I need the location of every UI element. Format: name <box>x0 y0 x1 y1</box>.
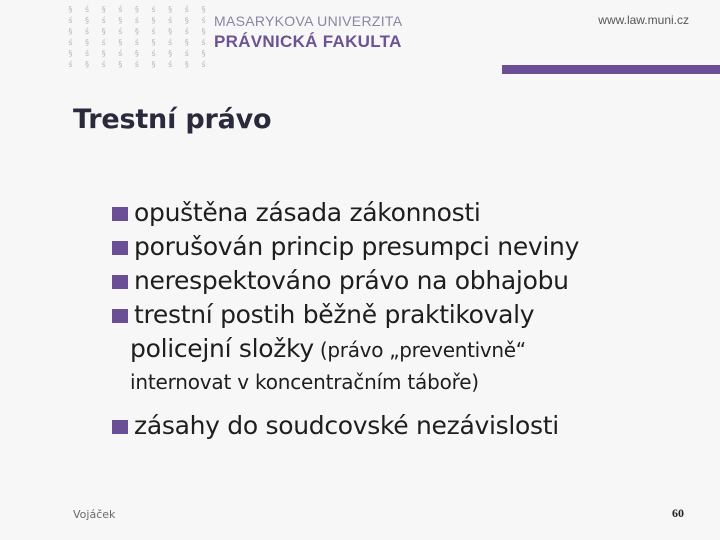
bullet-item <box>112 298 702 332</box>
bullet-marker-icon <box>112 420 128 434</box>
faculty-name: PRÁVNICKÁ FAKULTA <box>214 32 402 51</box>
bullet-continuation-main: policejní složky <box>130 334 314 363</box>
bullet-text: porušován princip presumpci neviny <box>134 232 580 261</box>
university-logo-pattern: § ś § ś § ś § ś § ś § ś § ś § ś § ś § ś § ś § ś § ś § ś § ś § ś § ś § ś § ś § ś § ś § ś § ś § ś § ś § ś § ś <box>68 5 210 69</box>
bullet-continuation-line: internovat v koncentračním táboře) <box>130 370 479 394</box>
footer-author: Vojáček <box>73 508 116 521</box>
bullet-marker-icon <box>112 207 128 221</box>
bullet-continuation <box>112 332 702 367</box>
bullet-marker-icon <box>112 275 128 289</box>
page-number: 60 <box>672 506 684 520</box>
bullet-continuation-note: (právo „preventivně“ <box>313 338 526 362</box>
bullet-text: trestní postih běžně praktikovaly <box>134 300 535 329</box>
header-accent-bar <box>502 65 720 74</box>
bullet-text: opuštěna zásada zákonnosti <box>134 198 481 227</box>
bullet-text: zásahy do soudcovské nezávislosti <box>134 411 559 440</box>
bullet-marker-icon <box>112 241 128 255</box>
bullet-text: nerespektováno právo na obhajobu <box>134 266 569 295</box>
bullet-list <box>112 196 702 443</box>
bullet-item <box>112 196 702 230</box>
website-url[interactable]: www.law.muni.cz <box>598 13 689 27</box>
bullet-item <box>112 264 702 298</box>
bullet-marker-icon <box>112 309 128 323</box>
bullet-item <box>112 230 702 264</box>
university-name: MASARYKOVA UNIVERZITA <box>214 13 403 29</box>
slide-title: Trestní právo <box>73 104 272 135</box>
bullet-item <box>112 409 702 443</box>
